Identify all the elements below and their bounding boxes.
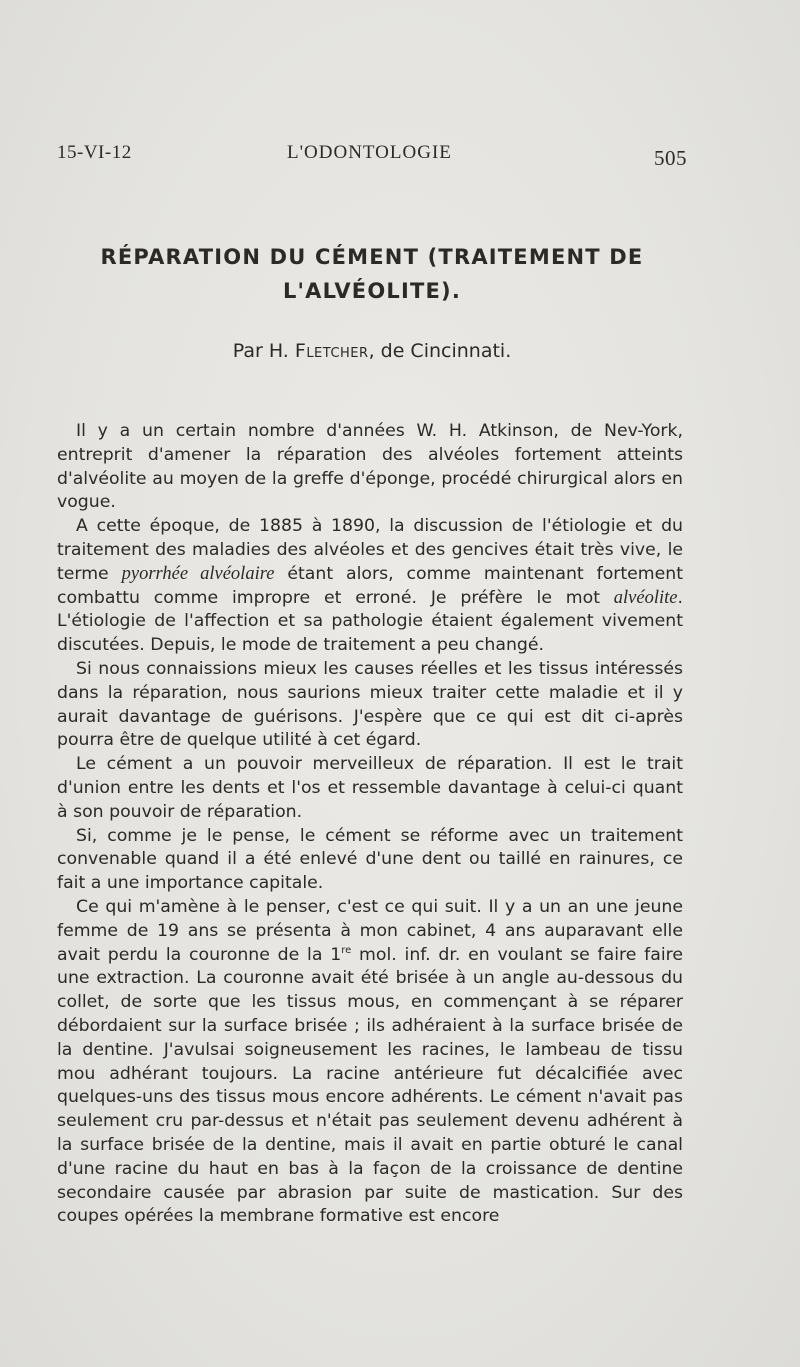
paragraph-5: Si, comme je le pense, le cément se réforme avec un traitement convenable quand il a été enlevé d'une dent ou taillé en rainures, ce fait a une importance capitale. [57,825,683,894]
journal-title: L'ODONTOLOGIE [287,142,452,163]
paragraph-3: Si nous connaissions mieux les causes réelles et les tissus intéressés dans la réparation, nous saurions mieux traiter cette maladie et il y aurait davantage de guérisons. J'espère que ce qui est dit ci-après pourra être de quelque utilité à cet égard. [57,658,683,751]
article-byline [57,340,687,362]
ordinal-superscript: re [341,944,352,956]
paragraph-2-part-b: étant alors, comme maintenant fortement combattu comme impropre et erroné. Je préfère le mot [57,563,684,608]
paragraph-4: Le cément a un pouvoir merveilleux de réparation. Il est le trait d'union entre les dents et l'os et ressemble davantage à celui-ci quant à son pouvoir de réparation. [57,754,683,822]
paragraph-6 [57,896,683,1229]
paragraph-2 [57,515,683,658]
paragraph-6-part-b: mol. inf. dr. en voulant se faire faire une extraction. La couronne avait été brisée à un angle au-dessous du collet, de sorte que les tissus mous, en commençant à se réparer débordaient sur la surface brisée ; ils adhéraient à la surface brisée de la dentine. J'avulsai soigneusement les racines, le lambeau de tissu mou adhérant toujours. La racine antérieure fut décalcifiée avec quelques-uns des tissus mous encore adhérents. Le cément n'avait pas seulement cru par-dessus et n'était pas seulement devenu adhérent à la surface brisée de la dentine, mais il avait en partie obturé le canal d'une racine du haut en bas à la façon de la croissance de dentine secondaire causée par abrasion par suite de mastication. Sur des coupes opérées la membrane formative est encore [57,944,683,1227]
byline-author: Fletcher [294,340,369,362]
paragraph-6-part-a: Ce qui m'amène à le penser, c'est ce qui suit. Il y a un an une jeune femme de 19 ans se présenta à mon cabinet, 4 ans auparavant elle avait perdu la couronne de la 1 [57,896,683,965]
issue-date: 15-VI-12 [57,142,132,163]
article-title-line-1: RÉPARATION DU CÉMENT (TRAITEMENT DE [100,245,644,269]
term-pyorrhee: pyorrhée alvéolaire [121,563,275,584]
paragraph-1: Il y a un certain nombre d'années W. H. Atkinson, de Nev-York, entreprit d'amener la réparation des alvéoles fortement atteints d'alvéolite au moyen de la greffe d'éponge, procédé chirurgical alors en vogue. [57,421,683,513]
paragraph-2-part-a: A cette époque, de 1885 à 1890, la discussion de l'étiologie et du traitement des maladies des alvéoles et des gencives était très vive, le terme [57,516,683,584]
paragraph-2-part-c: . L'étiologie de l'affection et sa pathologie étaient également vivement discutées. Depuis, le mode de traitement a peu changé. [57,587,683,656]
term-alveolite: alvéolite [613,587,678,608]
article-title [57,240,687,308]
byline-suffix: , de Cincinnati. [368,340,512,362]
article-title-line-2: L'ALVÉOLITE). [282,279,462,303]
byline-prefix: Par H. [232,340,295,362]
page-number: 505 [654,146,687,170]
article-body [57,420,683,1229]
running-head [57,140,687,170]
